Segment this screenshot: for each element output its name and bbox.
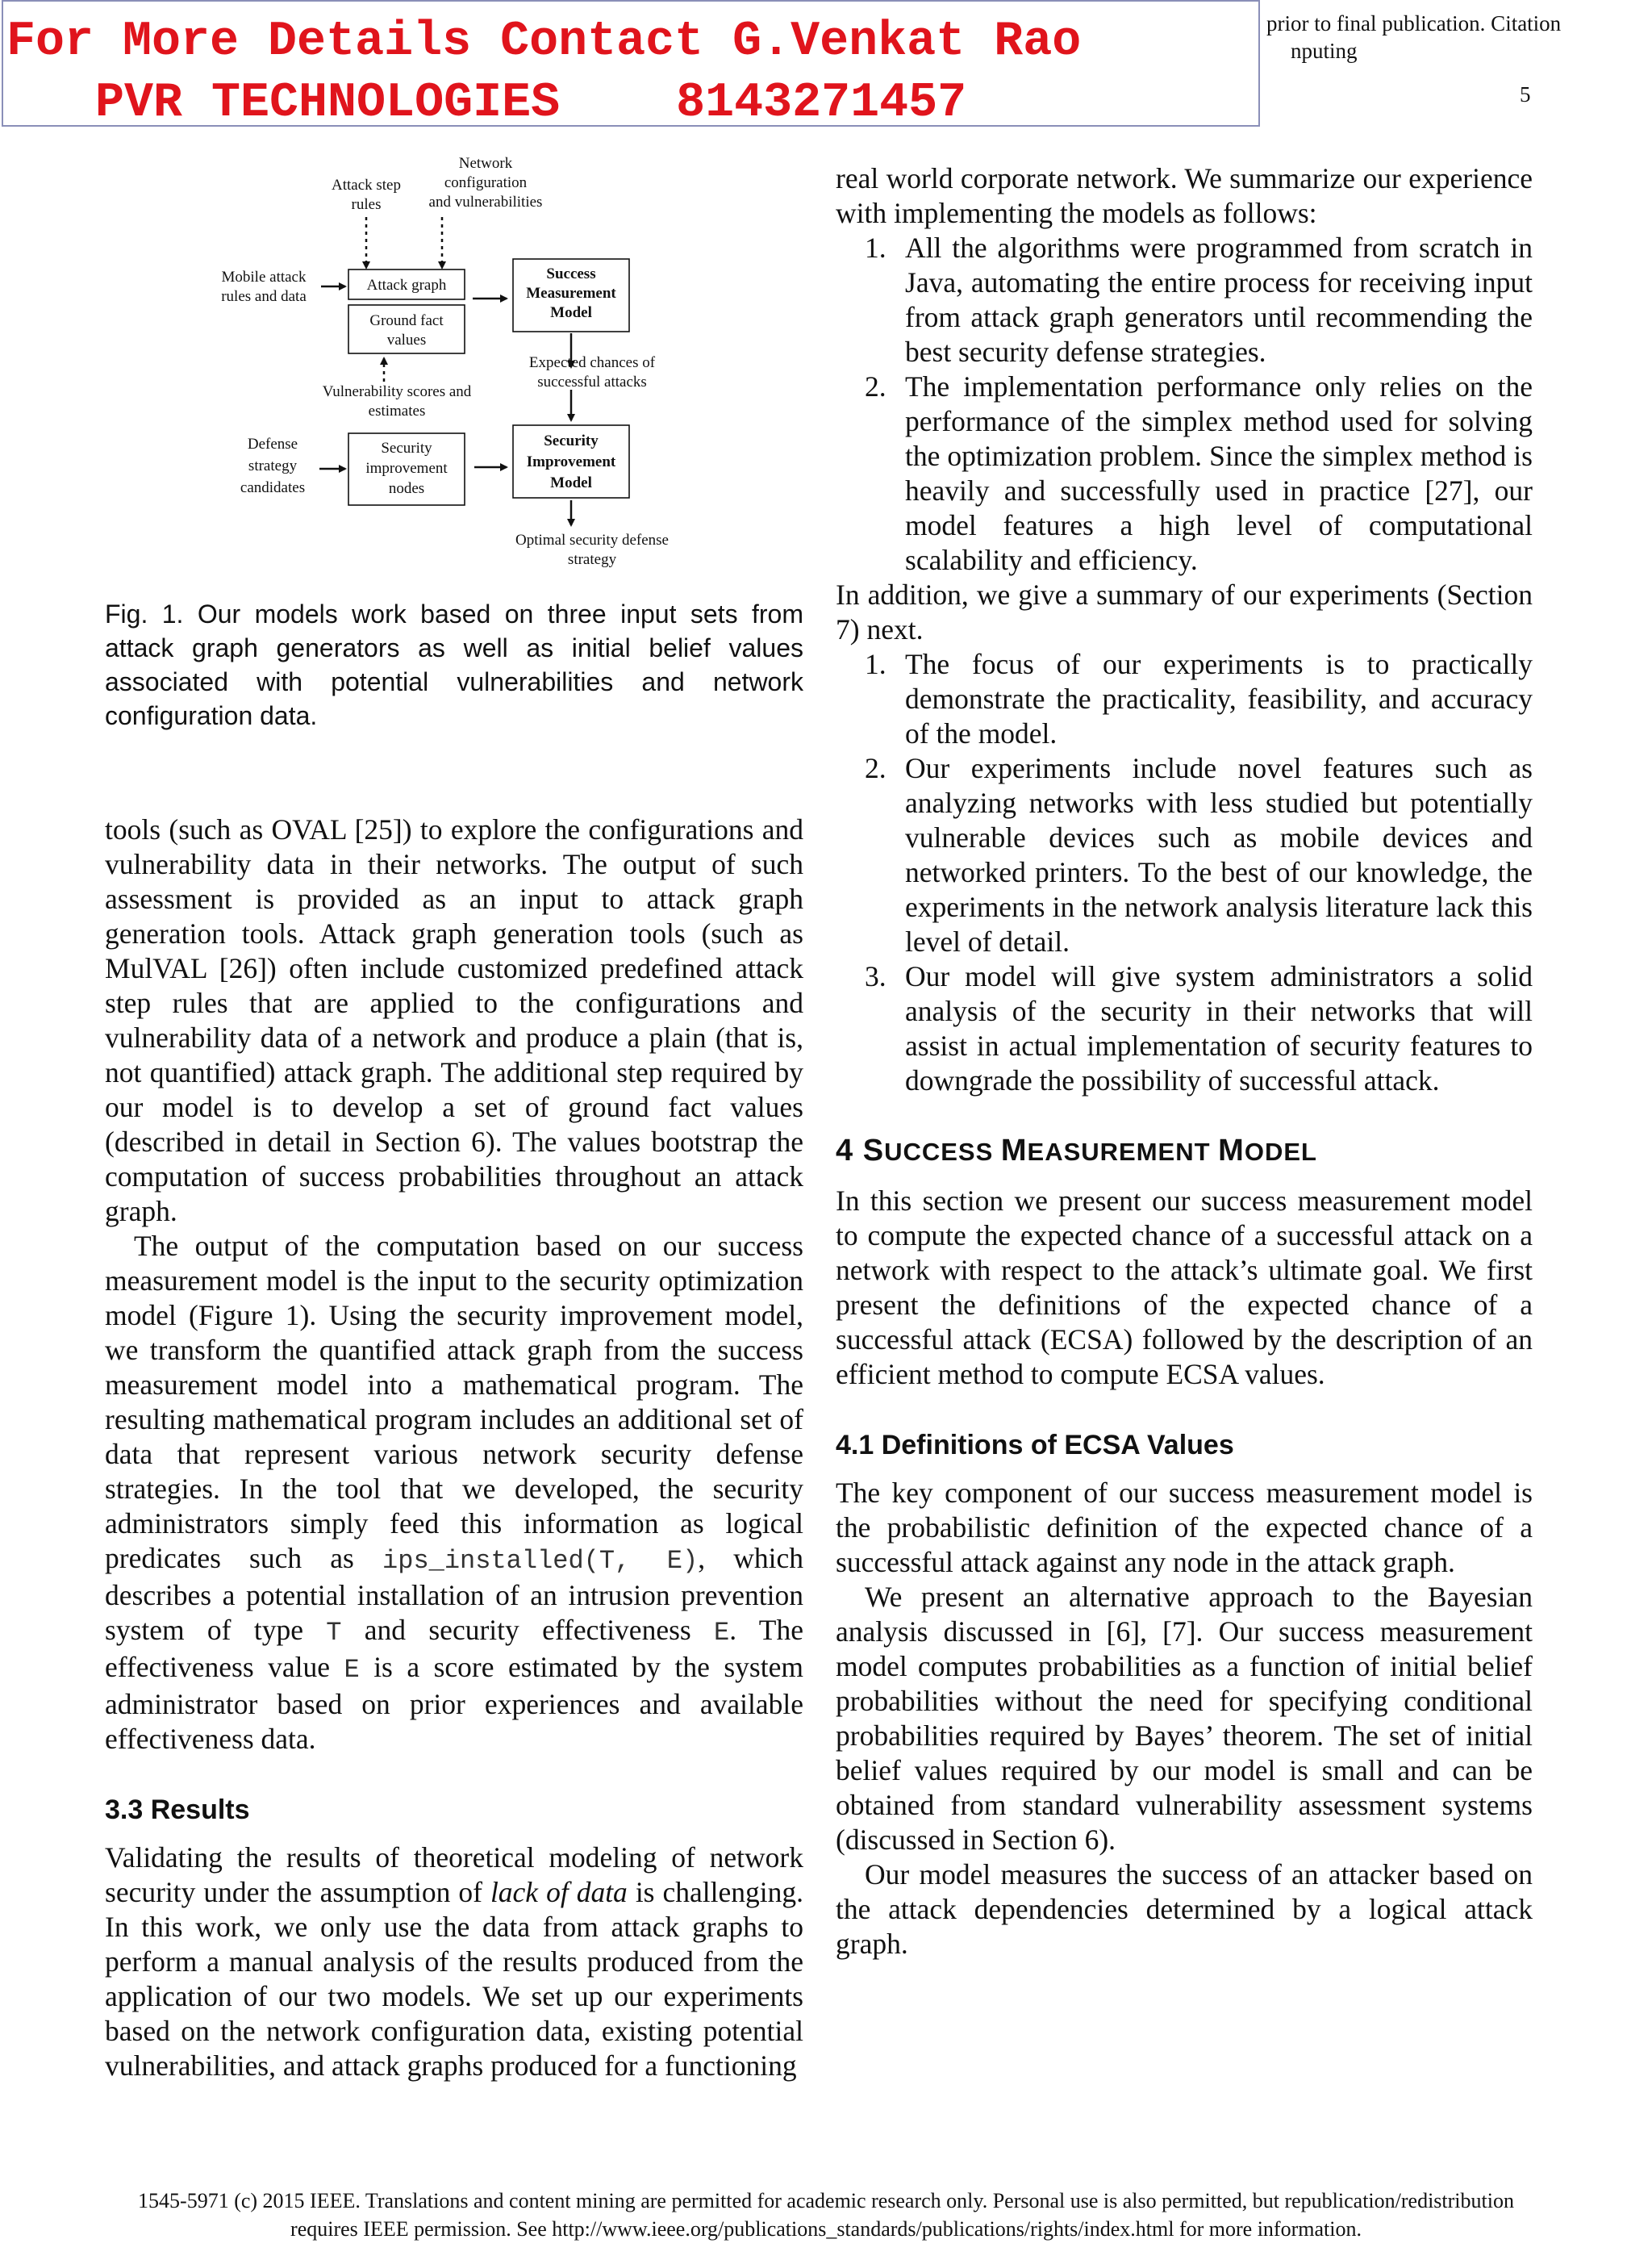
label-defense-strategy: strategy (248, 457, 298, 474)
label-mobile-attack-rules: Mobile attack (221, 269, 307, 286)
security-nodes-label: improvement (365, 460, 448, 477)
right-column (836, 161, 1533, 1961)
list-item: 3. Our model will give system administrators a solid analysis of the security in their networks that will assist in actual implementation of security features to downgrade the possibility of successful attack. (865, 960, 1533, 1097)
label-defense-strategy: Defense (247, 436, 298, 453)
list-item: 1. The focus of our experiments is to practically demonstrate the practicality, feasibility, and accuracy of the model. (865, 648, 1533, 750)
paragraph: Validating the results of theoretical modeling of network security under the assumption of lack of data is challenging. In this work, we only use the data from attack graphs to perform a manual analysis of the results produced from the application of our two models. We set up our experiments based on the network configuration data, existing potential vulnerabilities, and attack graphs produced for a functioning (105, 1841, 803, 2082)
label-mobile-attack-rules: rules and data (221, 288, 307, 305)
copyright-footer (0, 2187, 1652, 2243)
label-network-config: configuration (444, 174, 528, 191)
code-variable: E (344, 1655, 360, 1685)
figure-1-diagram (202, 149, 702, 581)
label-defense-strategy: candidates (240, 479, 306, 496)
paragraph: Our model measures the success of an attacker based on the attack dependencies determined by a logical attack graph. (836, 1858, 1533, 1960)
footer-line: 1545-5971 (c) 2015 IEEE. Translations and content mining are permitted for academic research only. Personal use is also permitted, but republication/redistribution (138, 2189, 1514, 2212)
list-item: 1. All the algorithms were programmed from scratch in Java, automating the entire process for receiving input from attack graph generators until recommending the best security defense strategies. (865, 232, 1533, 368)
experiments-list (836, 647, 1533, 1098)
paragraph: tools (such as OVAL [25]) to explore the configurations and vulnerability data in their networks. The output of such assessment is provided as an input to attack graph generation tools. Attack graph generation tools (such as MulVAL [26]) often include customized predefined attack step rules that are applied to the configurations and vulnerability data of a network and produce a plain (that is, not quantified) attack graph. The additional step required by our model is to develop a set of ground fact values (described in detail in Section 6). The values bootstrap the computation of success probabilities throughout an attack graph. (105, 813, 803, 1227)
label-expected-chances: Expected chances of (528, 354, 656, 371)
attack-graph-label: Attack graph (366, 277, 447, 294)
footer-line: requires IEEE permission. See http://www.ieee.org/publications_standards/publications/rights/index.html for more information. (290, 2217, 1362, 2241)
page-number: 5 (1520, 82, 1531, 107)
list-item: 2. The implementation performance only relies on the performance of the simplex method used for solving the optimization problem. Since the simplex method is heavily and successfully used in practice [27], our model features a high level of computational scalability and efficiency. (865, 370, 1533, 576)
paragraph: In this section we present our success measurement model to compute the expected chance of a successful attack on a network with respect to the attack’s ultimate goal. We first present the definitions of the expected chance of a successful attack (ECSA) followed by the description of an efficient method to compute ECSA values. (836, 1184, 1533, 1390)
ground-fact-label: values (386, 332, 427, 349)
label-vulnerability-scores: Vulnerability scores and (322, 383, 472, 400)
success-model-label: Success (546, 265, 596, 282)
contact-banner (2, 0, 1260, 131)
list-item: 2. Our experiments include novel features such as analyzing networks with less studied but potentially vulnerable devices such as mobile devices and networked printers. To the best of our knowledge, the experiments in the network analysis literature lack this level of detail. (865, 752, 1533, 958)
label-optimal-strategy: Optimal security defense (515, 532, 669, 549)
section-heading-4-1: 4.1 Definitions of ECSA Values (836, 1430, 1234, 1460)
label-attack-step-rules: rules (351, 196, 382, 213)
paragraph: We present an alternative approach to the Bayesian analysis discussed in [6], [7]. Our success measurement model computes probabilities as a function of initial belief probabilities without the need for specifying conditional probabilities required by Bayes’ theorem. The set of initial belief values required by our model is small and can be obtained from standard vulnerability assessment systems (discussed in Section 6). (836, 1581, 1533, 1856)
paragraph: real world corporate network. We summarize our experience with implementing the models as follows: (836, 162, 1533, 229)
figure-caption: Fig. 1. Our models work based on three input sets from attack graph generators as well as initial belief values associated with potential vulnerabilities and network configuration data. (105, 600, 803, 730)
success-model-label: Measurement (526, 285, 616, 302)
security-nodes-label: Security (381, 440, 432, 457)
code-predicate: ips_installed(T, E) (382, 1546, 699, 1576)
banner-company-line: PVR TECHNOLOGIES 8143271457 (95, 76, 967, 131)
label-vulnerability-scores: estimates (368, 403, 426, 420)
left-column (105, 813, 803, 2083)
code-variable: E (714, 1618, 730, 1648)
header-journal-fragment: nputing (1291, 39, 1358, 63)
security-nodes-label: nodes (388, 480, 425, 497)
section-heading-3-3: 3.3 Results (105, 1794, 250, 1825)
security-model-label: Improvement (526, 453, 616, 470)
paragraph: The output of the computation based on our success measurement model is the input to the security optimization model (Figure 1). Using the security improvement model, we transform the quantified attack graph from the success measurement model into a mathematical program. The resulting mathematical program includes an additional set of data that represent various network security defense strategies. In the tool that we developed, the security administrators simply feed this information as logical predicates such as ips_installed(T, E), which describes a potential installation of an intrusion prevention system of type T and security effectiveness E. The effectiveness value E is a score estimated by the system administrator based on prior experiences and available effectiveness data. (105, 1230, 803, 1755)
label-optimal-strategy: strategy (567, 551, 617, 568)
label-expected-chances: successful attacks (537, 374, 647, 391)
label-network-config: Network (458, 155, 513, 172)
ground-fact-label: Ground fact (369, 312, 444, 329)
section-heading-4: 4 SUCCESS MEASUREMENT MODEL (836, 1134, 1317, 1168)
security-model-label: Security (544, 432, 599, 449)
paragraph: The key component of our success measurement model is the probabilistic definition of the expected chance of a successful attack against any node in the attack graph. (836, 1477, 1533, 1578)
code-variable: T (326, 1618, 342, 1648)
banner-contact-line: For More Details Contact G.Venkat Rao (6, 15, 1082, 69)
success-model-label: Model (550, 304, 592, 321)
label-network-config: and vulnerabilities (428, 194, 543, 211)
header-citation-fragment: prior to final publication. Citation (1266, 11, 1562, 36)
implementation-list (836, 231, 1533, 578)
label-attack-step-rules: Attack step (331, 177, 402, 194)
paragraph: In addition, we give a summary of our experiments (Section 7) next. (836, 579, 1533, 645)
security-model-label: Model (550, 474, 592, 491)
